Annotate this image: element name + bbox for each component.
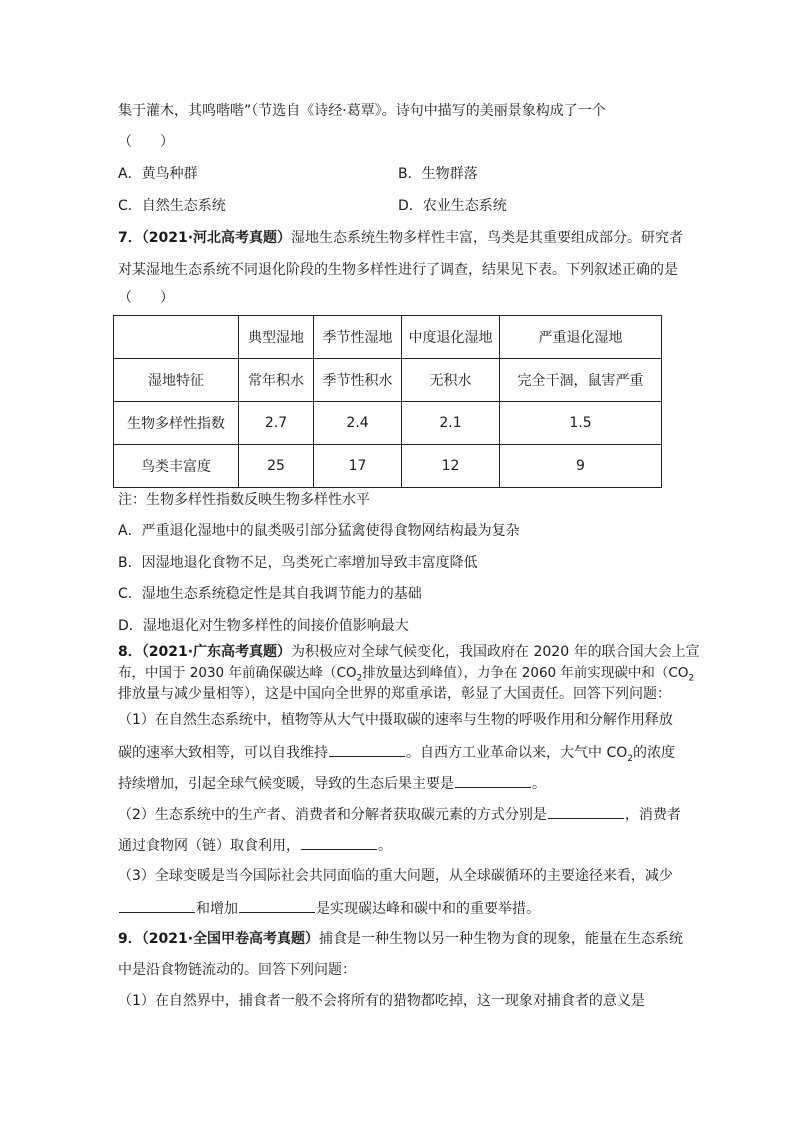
co2-subscript: 2: [356, 673, 363, 684]
answer-blank-5[interactable]: [119, 898, 195, 913]
answer-blank-2[interactable]: [455, 773, 531, 788]
q8-part2-text-a: （2）生态系统中的生产者、消费者和分解者获取碳元素的方式分别是: [118, 807, 547, 823]
q8-part1-line-3: [118, 773, 546, 794]
q8-part1-text-e: 。: [532, 776, 546, 792]
wetland-data-table: [113, 315, 662, 488]
answer-blank-4[interactable]: [301, 835, 377, 850]
table-cell: 无积水: [402, 359, 500, 402]
q8-stem-2a: 布，中国于 2030 年前确保碳达峰（CO: [118, 665, 357, 681]
q6-answer-paren: （ ）: [118, 134, 174, 150]
q8-part2-text-d: 。: [378, 838, 392, 854]
q7-stem-line-1: [118, 228, 683, 248]
table-row: [114, 402, 662, 445]
q8-part1-text-b: 。自西方工业革命以来，大气中 CO: [406, 745, 628, 761]
table-cell: 季节性积水: [314, 359, 402, 402]
q8-number: 8．: [118, 644, 142, 660]
table-cell: 1.5: [500, 402, 662, 445]
q8-part1-text-d: 持续增加，引起全球气候变暖，导致的生态后果主要是: [118, 776, 454, 792]
table-cell: 常年积水: [239, 359, 314, 402]
q8-part2-text-c: 通过食物网（链）取食利用，: [118, 838, 300, 854]
table-cell: 生物多样性指数: [114, 402, 239, 445]
q7-answer-paren: （ ）: [118, 290, 174, 306]
q8-part1-text-a: 碳的速率大致相等，可以自我维持: [118, 745, 328, 761]
q8-part1-text-c: 的浓度: [632, 745, 675, 761]
table-cell: 2.7: [239, 402, 314, 445]
q7-table-note: 注：生物多样性指数反映生物多样性水平: [118, 492, 370, 508]
q7-stem-1: 湿地生态系统生物多样性丰富，鸟类是其重要组成部分。研究者: [291, 230, 684, 246]
q9-stem-2: 中是沿食物链流动的。回答下列问题：: [118, 962, 356, 978]
q8-part3-line-1: （3）全球变暖是当今国际社会共同面临的重大问题，从全球碳循环的主要途径来看，减少: [118, 868, 673, 884]
q7-number: 7．: [118, 230, 142, 246]
q8-part2-text-b: ，消费者: [624, 807, 681, 823]
q7-stem-2: 对某湿地生态系统不同退化阶段的生物多样性进行了调查，结果见下表。下列叙述正确的是: [118, 262, 678, 278]
q7-option-a: A．严重退化湿地中的鼠类吸引部分猛禽使得食物网结构最为复杂: [118, 523, 520, 539]
q8-stem-3: 排放量与减少量相等），这是中国向全世界的郑重承诺，彰显了大国责任。回答下列问题：: [118, 686, 671, 702]
q9-number: 9．: [118, 931, 142, 947]
q9-source: （2021·全国甲卷高考真题）: [141, 931, 320, 947]
co2-subscript: 2: [688, 673, 695, 684]
table-cell: 2.1: [402, 402, 500, 445]
table-cell: 鸟类丰富度: [114, 445, 239, 488]
q9-part1: （1）在自然界中，捕食者一般不会将所有的猎物都吃掉，这一现象对捕食者的意义是: [118, 993, 645, 1009]
table-cell: 12: [402, 445, 500, 488]
answer-blank-3[interactable]: [548, 804, 624, 819]
q6-stem-tail: 集于灌木，其鸣喈喈”（节选自《诗经·葛覃》。诗句中描写的美丽景象构成了一个: [118, 103, 606, 119]
table-row: [114, 445, 662, 488]
table-header-cell: 严重退化湿地: [500, 316, 662, 359]
table-cell: 湿地特征: [114, 359, 239, 402]
co2-subscript: 2: [627, 753, 633, 764]
answer-blank-1[interactable]: [329, 742, 405, 757]
q8-part2-line-1: [118, 804, 681, 825]
q6-option-a: A．黄鸟种群: [118, 166, 198, 182]
table-header-row: [114, 316, 662, 359]
q7-option-c: C．湿地生态系统稳定性是其自我调节能力的基础: [118, 586, 422, 602]
q8-stem-line-1: [118, 642, 700, 662]
q7-source: （2021·河北高考真题）: [141, 230, 292, 246]
table-cell: 9: [500, 445, 662, 488]
table-header-cell: 典型湿地: [239, 316, 314, 359]
q8-stem-1: 为积极应对全球气候变化，我国政府在 2020 年的联合国大会上宣: [291, 644, 700, 660]
q8-part1-line-1: （1）在自然生态系统中，植物等从大气中摄取碳的速率与生物的呼吸作用和分解作用释放: [118, 712, 673, 728]
table-cell: 25: [239, 445, 314, 488]
table-header-cell: [114, 316, 239, 359]
q6-option-d: D．农业生态系统: [398, 198, 507, 214]
table-header-cell: 中度退化湿地: [402, 316, 500, 359]
q9-stem-line-1: [118, 929, 683, 949]
table-cell: 2.4: [314, 402, 402, 445]
q8-part2-line-2: [118, 835, 392, 856]
q8-part3-line-2: [118, 898, 540, 919]
q7-option-d: D．湿地退化对生物多样性的间接价值影响最大: [118, 618, 409, 634]
q8-part3-text-b: 是实现碳达峰和碳中和的重要举措。: [316, 901, 540, 917]
q8-stem-line-2: [118, 663, 694, 683]
answer-blank-6[interactable]: [239, 898, 315, 913]
q8-stem-2b: 排放量达到峰值），力争在 2060 年前实现碳中和（CO: [362, 665, 689, 681]
q8-source: （2021·广东高考真题）: [141, 644, 292, 660]
q7-option-b: B．因湿地退化食物不足，鸟类死亡率增加导致丰富度降低: [118, 555, 478, 571]
q8-part3-text-a: 和增加: [196, 901, 238, 917]
q6-option-b: B．生物群落: [398, 166, 478, 182]
table-row: [114, 359, 662, 402]
table-cell: 完全干涸，鼠害严重: [500, 359, 662, 402]
q6-option-c: C．自然生态系统: [118, 198, 226, 214]
q9-stem-1: 捕食是一种生物以另一种生物为食的现象，能量在生态系统: [319, 931, 684, 947]
q8-part1-line-2: [118, 742, 675, 763]
table-cell: 17: [314, 445, 402, 488]
table-header-cell: 季节性湿地: [314, 316, 402, 359]
